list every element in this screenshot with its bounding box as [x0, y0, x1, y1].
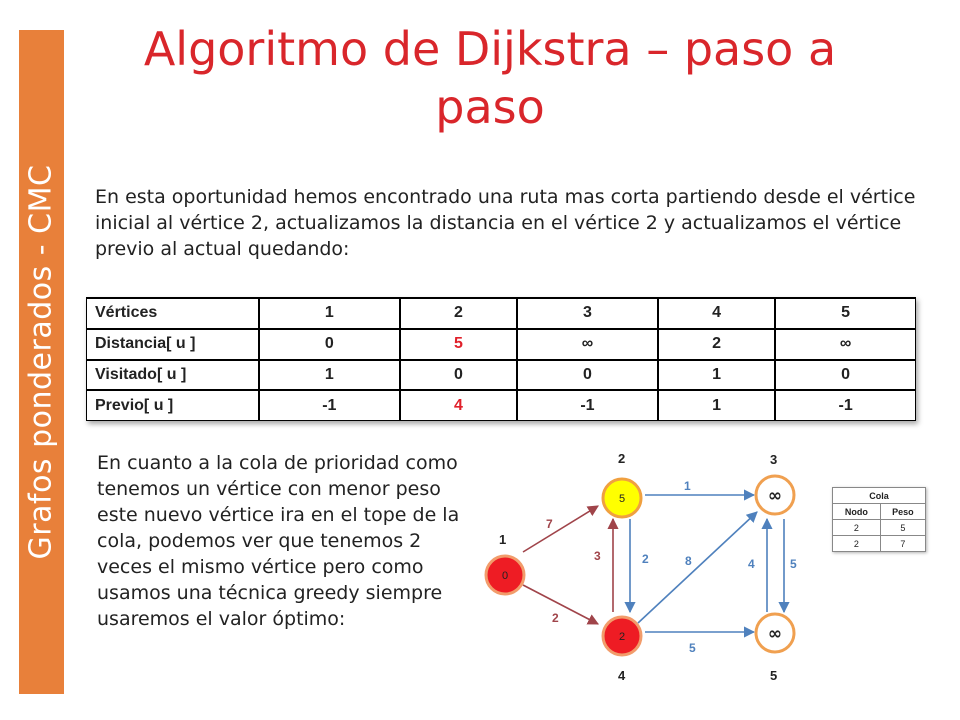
table-header-row — [86, 297, 916, 329]
node-label: 1 — [499, 532, 507, 547]
table-header-cell: 2 — [400, 297, 517, 329]
queue-row — [833, 536, 926, 552]
table-cell: 1 — [658, 390, 775, 421]
table-row-previo — [86, 390, 916, 421]
node-value: ∞ — [767, 624, 783, 644]
node-value: 5 — [618, 493, 626, 505]
table-cell-highlight: 4 — [400, 390, 517, 421]
node-label: 2 — [618, 451, 626, 466]
table-cell: -1 — [517, 390, 658, 421]
edge-1-2 — [523, 506, 598, 552]
edge-weight-label: 7 — [546, 517, 553, 531]
row-label: Distancia[ u ] — [86, 329, 259, 360]
queue-cell: 2 — [833, 536, 881, 552]
edge-weight-label: 5 — [689, 641, 696, 655]
slide-title: Algoritmo de Dijkstra – paso a paso — [143, 22, 837, 134]
queue-cell: 7 — [880, 536, 925, 552]
node-value: 0 — [501, 570, 509, 582]
table-row-distancia — [86, 329, 916, 360]
queue-cell: 5 — [880, 520, 925, 536]
row-label: Visitado[ u ] — [86, 360, 259, 391]
table-header-cell: 1 — [259, 297, 400, 329]
node-label: 4 — [618, 668, 626, 683]
edge-weight-label: 4 — [748, 557, 755, 571]
table-cell: 0 — [517, 360, 658, 391]
table-cell: 0 — [775, 360, 916, 391]
table-cell: 2 — [658, 329, 775, 360]
table-cell: -1 — [259, 390, 400, 421]
table-header-cell: 4 — [658, 297, 775, 329]
graph-node-2 — [603, 451, 641, 517]
edge-weight-label: 3 — [594, 549, 601, 563]
queue-cell: 2 — [833, 520, 881, 536]
graph-node-3 — [756, 452, 794, 514]
sidebar-label: Grafos ponderados - CMC — [23, 164, 59, 560]
queue-row — [833, 520, 926, 536]
table-cell: 1 — [658, 360, 775, 391]
edge-weight-label: 1 — [684, 479, 691, 493]
queue-header-cell: Peso — [880, 504, 925, 520]
table-cell: ∞ — [517, 329, 658, 360]
table-header-cell: 5 — [775, 297, 916, 329]
priority-queue-table — [832, 487, 926, 552]
edge-4-3 — [638, 512, 757, 623]
queue-header-row — [833, 504, 926, 520]
graph-node-4 — [603, 617, 641, 683]
node-label: 3 — [770, 452, 778, 467]
table-cell: 0 — [259, 329, 400, 360]
edge-weight-label: 8 — [685, 554, 692, 568]
edge-weight-label: 2 — [642, 552, 649, 566]
queue-header-cell: Nodo — [833, 504, 881, 520]
row-label: Previo[ u ] — [86, 390, 259, 421]
vertex-table — [86, 297, 916, 421]
graph-node-1 — [486, 532, 524, 594]
table-row-visitado — [86, 360, 916, 391]
edge-weight-label: 2 — [552, 611, 559, 625]
table-cell: ∞ — [775, 329, 916, 360]
table-header-cell: 3 — [517, 297, 658, 329]
node-label: 5 — [770, 668, 778, 683]
queue-title-row — [833, 488, 926, 504]
table-cell: 1 — [259, 360, 400, 391]
table-cell-highlight: 5 — [400, 329, 517, 360]
graph-node-5 — [756, 614, 794, 683]
table-cell: -1 — [775, 390, 916, 421]
node-value: ∞ — [767, 486, 783, 506]
graph-diagram — [470, 440, 820, 690]
edge-1-4 — [523, 585, 598, 624]
edge-weight-label: 5 — [790, 557, 797, 571]
queue-paragraph: En cuanto a la cola de prioridad como tenemos un vértice con menor peso este nuevo vértice ira en el tope de la cola, podemos ver que tenemos 2 veces el mismo vértice pero como usamos una técnica greedy siempre usaremos el valor óptimo: — [97, 452, 460, 630]
table-header-cell: Vértices — [86, 297, 259, 329]
table-cell: 0 — [400, 360, 517, 391]
queue-title: Cola — [833, 488, 926, 504]
intro-paragraph: En esta oportunidad hemos encontrado una ruta mas corta partiendo desde el vértice inicial al vértice 2, actualizamos la distancia en el vértice 2 y actualizamos el vértice previo al actual quedando: — [95, 186, 916, 260]
node-value: 2 — [618, 631, 626, 643]
